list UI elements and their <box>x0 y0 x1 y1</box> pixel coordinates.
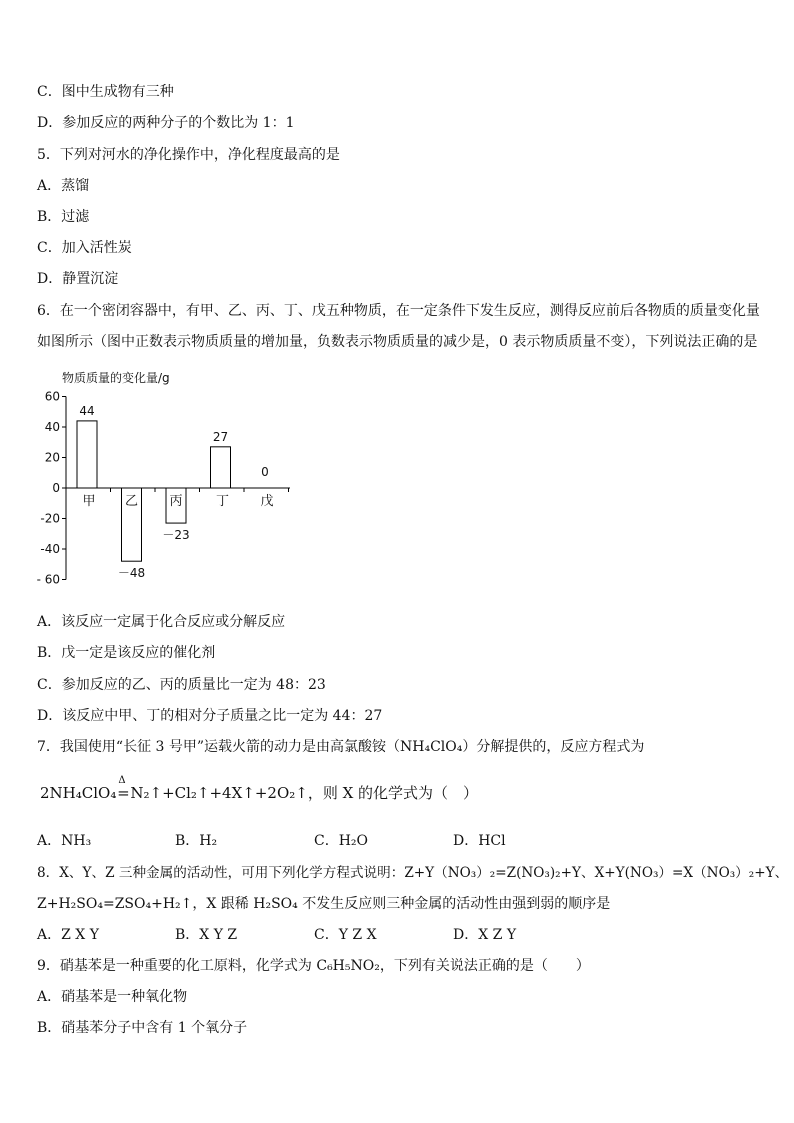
data-label: 44 <box>79 403 95 418</box>
q6-option-a: A．该反应一定属于化合反应或分解反应 <box>37 614 286 630</box>
q6-stem-line2: 如图所示（图中正数表示物质质量的增加量，负数表示物质质量的减少是，0 表示物质质量不变），下列说法正确的是 <box>37 334 758 350</box>
q5-option-a: A．蒸馏 <box>37 178 90 194</box>
q9-option-b: B．硝基苯分子中含有 1 个氧分子 <box>37 1020 248 1036</box>
category-label: 甲 <box>82 494 96 509</box>
category-label: 丙 <box>169 494 183 509</box>
data-label: 0 <box>261 465 269 479</box>
y-tick-label: -40 <box>40 542 60 556</box>
q7-equation <box>40 775 479 803</box>
q4-option-d: D．参加反应的两种分子的个数比为 1：1 <box>37 115 295 131</box>
q7-option-c: C．H₂O <box>314 833 369 849</box>
y-tick-label: - 60 <box>36 572 60 587</box>
data-label: －48 <box>117 566 146 581</box>
q5-option-c: C．加入活性炭 <box>37 240 132 256</box>
y-tick-label: 0 <box>52 481 60 495</box>
y-axis <box>37 390 66 587</box>
equation-question: ，则 X 的化学式为（ ） <box>307 784 479 802</box>
q6-stem-line1: 6．在一个密闭容器中，有甲、乙、丙、丁、戊五种物质，在一定条件下发生反应，测得反应前后各物质的质量变化量 <box>37 303 760 319</box>
q9-option-a: A．硝基苯是一种氧化物 <box>37 989 188 1005</box>
q7-option-a: A．NH₃ <box>37 833 92 849</box>
y-tick-label: -20 <box>40 511 60 526</box>
data-label: －23 <box>162 528 190 543</box>
q8-line1: 8．X、Y、Z 三种金属的活动性，可用下列化学方程式说明：Z+Y（NO₃）₂=Z(NO₃)₂+Y、X+Y(NO₃）=X（NO₃）₂+Y、 <box>37 865 789 881</box>
q5-option-b: B．过滤 <box>37 209 90 225</box>
heat-condition: Δ = <box>117 775 130 802</box>
category-label: 戊 <box>260 494 274 509</box>
q6-option-d: D．该反应中甲、丁的相对分子质量之比一定为 44：27 <box>37 708 383 724</box>
category-label: 乙 <box>124 494 139 509</box>
bar-甲 <box>77 421 97 488</box>
q8-option-d: D．X Z Y <box>453 927 517 943</box>
data-label: 27 <box>212 429 229 444</box>
category-label: 丁 <box>215 494 230 509</box>
y-tick-label: 40 <box>44 420 60 434</box>
q8-option-a: A．Z X Y <box>37 927 99 943</box>
bar-丁 <box>211 447 231 488</box>
equation-reactant: 2NH₄ClO₄ <box>40 784 117 802</box>
q8-option-b: B．X Y Z <box>175 927 238 943</box>
q4-option-c: C．图中生成物有三种 <box>37 84 174 100</box>
q8-line2: Z+H₂SO₄=ZSO₄+H₂↑，X 跟稀 H₂SO₄ 不发生反应则三种金属的活动性由强到弱的顺序是 <box>37 896 611 912</box>
q8-option-c: C．Y Z X <box>314 927 377 943</box>
y-tick-label: 20 <box>44 450 60 465</box>
equation-products: N₂↑+Cl₂↑+4X↑+2O₂↑ <box>130 784 308 802</box>
delta-symbol: Δ <box>118 775 126 786</box>
q5-stem: 5．下列对河水的净化操作中，净化程度最高的是 <box>37 147 340 163</box>
y-tick-label: 60 <box>44 389 60 404</box>
q7-stem: 7．我国使用“长征 3 号甲”运载火箭的动力是由高氯酸铵（NH₄ClO₄）分解提供的，反应方程式为 <box>37 739 645 755</box>
q6-option-c: C．参加反应的乙、丙的质量比一定为 48：23 <box>37 677 326 693</box>
mass-change-bar-chart <box>28 366 308 591</box>
q6-option-b: B．戊一定是该反应的催化剂 <box>37 645 216 661</box>
bars-group <box>77 404 274 580</box>
q5-option-d: D．静置沉淀 <box>37 271 119 287</box>
q7-option-d: D．HCl <box>453 833 506 849</box>
chart-title: 物质质量的变化量/g <box>62 371 170 385</box>
q7-option-b: B．H₂ <box>175 833 218 849</box>
q9-stem: 9．硝基苯是一种重要的化工原料，化学式为 C₆H₅NO₂，下列有关说法正确的是（ ） <box>37 958 590 974</box>
